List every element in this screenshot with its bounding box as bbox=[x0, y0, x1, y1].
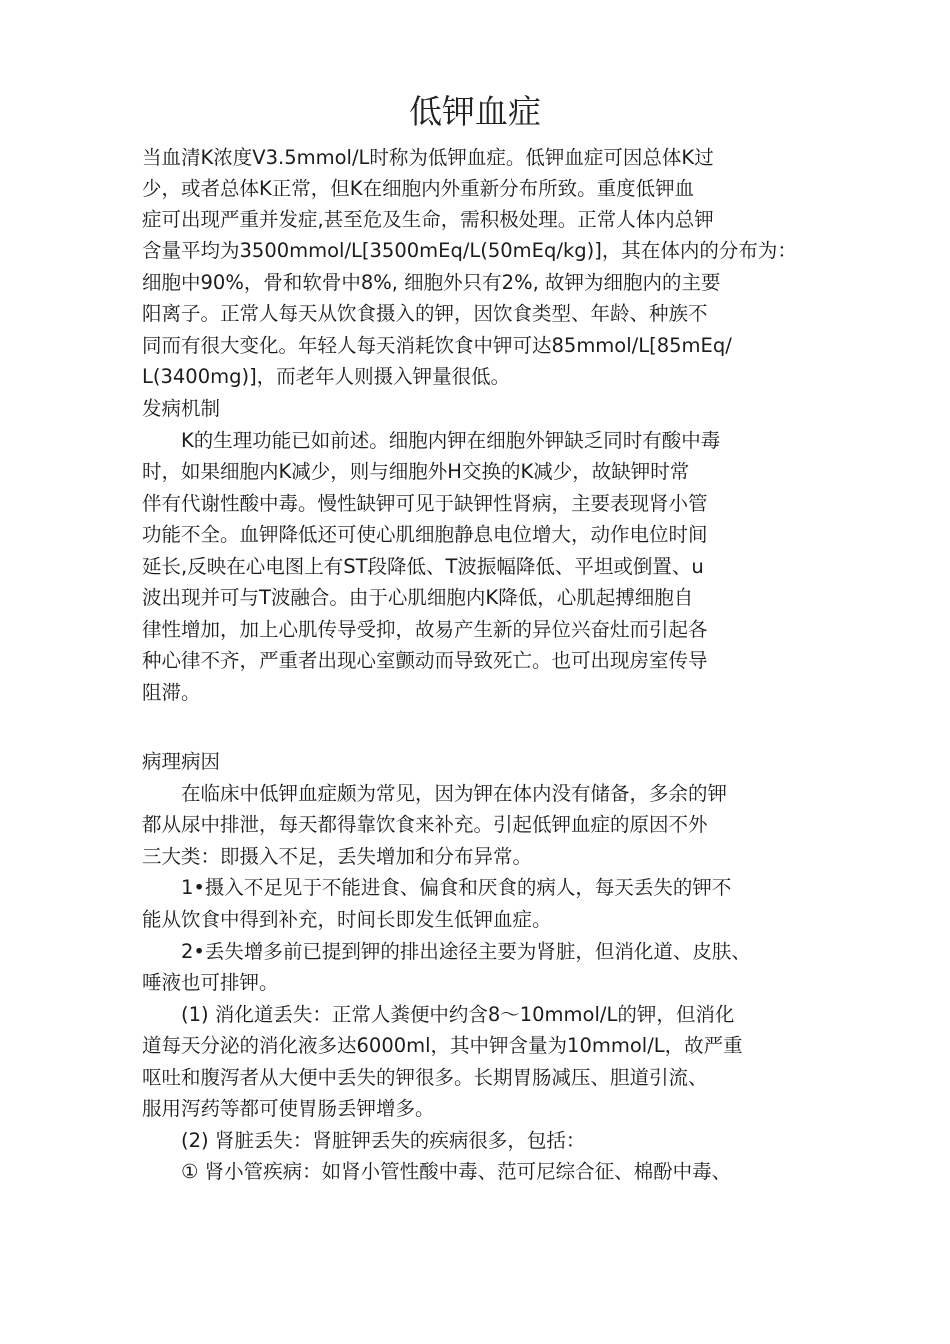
paragraph-line: 在临床中低钾血症颇为常见，因为钾在体内没有储备，多余的钾 bbox=[181, 782, 728, 805]
paragraph-line: 少，或者总体K正常，但K在细胞内外重新分布所致。重度低钾血 bbox=[142, 177, 695, 200]
paragraph-line: 延长,反映在心电图上有ST段降低、T波振幅降低、平坦或倒置、u bbox=[142, 555, 704, 578]
paragraph-line: (2) 肾脏丢失：肾脏钾丢失的疾病很多，包括： bbox=[181, 1129, 586, 1152]
paragraph-line: 三大类：即摄入不足，丢失增加和分布异常。 bbox=[142, 845, 533, 868]
paragraph-line: K的生理功能已如前述。细胞内钾在细胞外钾缺乏同时有酸中毒 bbox=[181, 429, 721, 452]
paragraph-line: 伴有代谢性酸中毒。慢性缺钾可见于缺钾性肾病，主要表现肾小管 bbox=[142, 492, 708, 515]
paragraph-line: 功能不全。血钾降低还可使心肌细胞静息电位增大，动作电位时间 bbox=[142, 523, 708, 546]
paragraph-line: 当血清K浓度V3.5mmol/L时称为低钾血症。低钾血症可因总体K过 bbox=[142, 146, 714, 169]
paragraph-line: L(3400mg)]，而老年人则摄入钾量很低。 bbox=[142, 365, 511, 388]
paragraph-line: 阳离子。正常人每天从饮食摄入的钾，因饮食类型、年龄、种族不 bbox=[142, 302, 708, 325]
paragraph-line: 阻滞。 bbox=[142, 681, 201, 704]
paragraph-line: 服用泻药等都可使胃肠丢钾增多。 bbox=[142, 1097, 435, 1120]
paragraph-line: 种心律不齐，严重者出现心室颤动而导致死亡。也可出现房室传导 bbox=[142, 649, 708, 672]
document-title: 低钾血症 bbox=[409, 92, 541, 131]
paragraph-line: 症可出现严重并发症,甚至危及生命，需积极处理。正常人体内总钾 bbox=[142, 208, 714, 231]
paragraph-line: (1) 消化道丢失：正常人粪便中约含8〜10mmol/L的钾，但消化 bbox=[181, 1003, 735, 1026]
paragraph-line: 细胞中90%，骨和软骨中8%, 细胞外只有2%, 故钾为细胞内的主要 bbox=[142, 271, 721, 294]
paragraph-line: 时，如果细胞内K减少，则与细胞外H交换的K减少，故缺钾时常 bbox=[142, 460, 690, 483]
paragraph-line: 呕吐和腹泻者从大便中丢失的钾很多。长期胃肠减压、胆道引流、 bbox=[142, 1066, 708, 1089]
paragraph-line: 波出现并可与T波融合。由于心肌细胞内K降低，心肌起搏细胞自 bbox=[142, 586, 694, 609]
paragraph-line: 同而有很大变化。年轻人每天消耗饮食中钾可达85mmol/L[85mEq/ bbox=[142, 334, 732, 357]
section-heading: 发病机制 bbox=[142, 397, 221, 420]
paragraph-line: 唾液也可排钾。 bbox=[142, 971, 279, 994]
paragraph-line: 道每天分泌的消化液多达6000ml，其中钾含量为10mmol/L，故严重 bbox=[142, 1034, 743, 1057]
paragraph-line: 1•摄入不足见于不能进食、偏食和厌食的病人，每天丢失的钾不 bbox=[181, 876, 732, 899]
paragraph-line: 含量平均为3500mmol/L[3500mEq/L(50mEq/kg)]，其在体内的分布为： bbox=[142, 239, 797, 262]
paragraph-line: 律性增加，加上心肌传导受抑，故易产生新的异位兴奋灶而引起各 bbox=[142, 618, 708, 641]
paragraph-line: 2•丢失增多前已提到钾的排出途径主要为肾脏，但消化道、皮肤、 bbox=[181, 940, 751, 963]
paragraph-line: 能从饮食中得到补充，时间长即发生低钾血症。 bbox=[142, 908, 552, 931]
section-heading: 病理病因 bbox=[142, 750, 221, 773]
paragraph-line: 都从尿中排泄，每天都得靠饮食来补充。引起低钾血症的原因不外 bbox=[142, 813, 708, 836]
paragraph-line: ① 肾小管疾病：如肾小管性酸中毒、范可尼综合征、棉酚中毒、 bbox=[181, 1160, 732, 1183]
